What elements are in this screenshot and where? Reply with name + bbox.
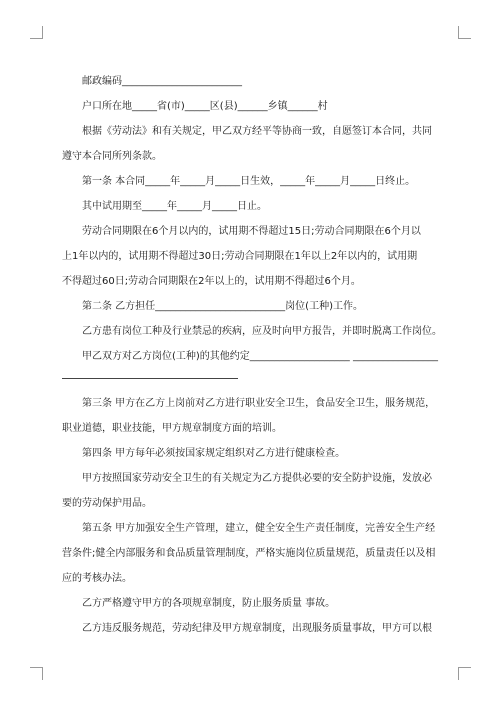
article-5-text-2: 营条件;健全内部服务和食品质量管理制度，严格实施岗位质量规范，质量责任以及相 [62, 548, 436, 559]
probation-line [62, 195, 442, 219]
crop-mark-bottom-right [458, 667, 471, 680]
postcode-line [62, 70, 442, 94]
probation-rule-1 [62, 220, 442, 244]
article-3-text-2: 职业道德，职业技能，甲方规章制度方面的培训。 [62, 423, 282, 434]
intro-text-2: 遵守本合同所列条款。 [62, 151, 162, 162]
safety-line-1 [62, 467, 442, 491]
safety-text-1: 甲方按照国家劳动安全卫生的有关规定为乙方提供必要的安全防护设施，发放必 [82, 473, 432, 484]
other-agreement-line [62, 345, 442, 369]
contract-body [62, 70, 442, 642]
postcode-text: 邮政编码________________________ [82, 76, 242, 87]
intro-text-1: 根据《劳动法》和有关规定，甲乙双方经平等协商一致，自愿签订本合同，共同 [82, 126, 432, 137]
article-2-post [62, 295, 442, 319]
probation-rule-2 [62, 245, 442, 269]
article-5-line-3 [62, 567, 442, 591]
probation-text: 其中试用期至_____年_____月_____日止。 [82, 201, 267, 212]
safety-text-2: 要的劳动保护用品。 [62, 498, 152, 509]
crop-mark-bottom-left [30, 667, 43, 680]
obey-text: 乙方严格遵守甲方的各项规章制度，防止服务质量 事故。 [82, 598, 336, 609]
article-5-text-3: 应的考核办法。 [62, 573, 132, 584]
article-4-line [62, 442, 442, 466]
article-3-line-2 [62, 417, 442, 441]
article-5-line-1 [62, 517, 442, 541]
probation-rule-text-3: 不得超过60日;劳动合同期限在2年以上的，试用期不得超过6个月。 [62, 276, 361, 287]
probation-rule-3 [62, 270, 442, 294]
article-2-text: 第二条 乙方担任__________________________岗位(工种)工作。 [82, 301, 363, 312]
article-1-term [62, 170, 442, 194]
obey-line [62, 592, 442, 616]
crop-mark-top-left [30, 26, 43, 39]
article-1-text: 第一条 本合同_____年_____月_____日生效，_____年_____月_____日终止。 [82, 176, 416, 187]
article-5-line-2 [62, 542, 442, 566]
article-5-text-1: 第五条 甲方加强安全生产管理，建立，健全安全生产责任制度，完善安全生产经 [82, 523, 436, 534]
probation-rule-text-2: 上1年以内的，试用期不得超过30日;劳动合同期限在1年以上2年以内的，试用期 [62, 251, 418, 262]
violation-line [62, 617, 442, 641]
safety-line-2 [62, 492, 442, 516]
hukou-text: 户口所在地_____省(市)_____区(县)______乡镇______村 [82, 101, 328, 112]
article-3-line-1 [62, 392, 442, 416]
blank-fill-line [62, 370, 238, 379]
disease-line [62, 320, 442, 344]
probation-rule-text-1: 劳动合同期限在6个月以内的，试用期不得超过15日;劳动合同期限在6个月以 [82, 226, 421, 237]
article-4-text: 第四条 甲方每年必须按国家规定组织对乙方进行健康检查。 [82, 448, 346, 459]
disease-text: 乙方患有岗位工种及行业禁忌的疾病，应及时向甲方报告，并即时脱离工作岗位。 [82, 326, 442, 337]
intro-line-2 [62, 145, 442, 169]
crop-mark-top-right [458, 26, 471, 39]
intro-line-1 [62, 120, 442, 144]
hukou-line [62, 95, 442, 119]
article-3-text-1: 第三条 甲方在乙方上岗前对乙方进行职业安全卫生，食品安全卫生，服务规范， [82, 398, 436, 409]
other-agreement-text: 甲乙双方对乙方岗位(工种)的其他约定____________________ _________________ [82, 351, 438, 362]
violation-text: 乙方违反服务规范，劳动纪律及甲方规章制度，出现服务质量事故，甲方可以根 [82, 623, 432, 634]
